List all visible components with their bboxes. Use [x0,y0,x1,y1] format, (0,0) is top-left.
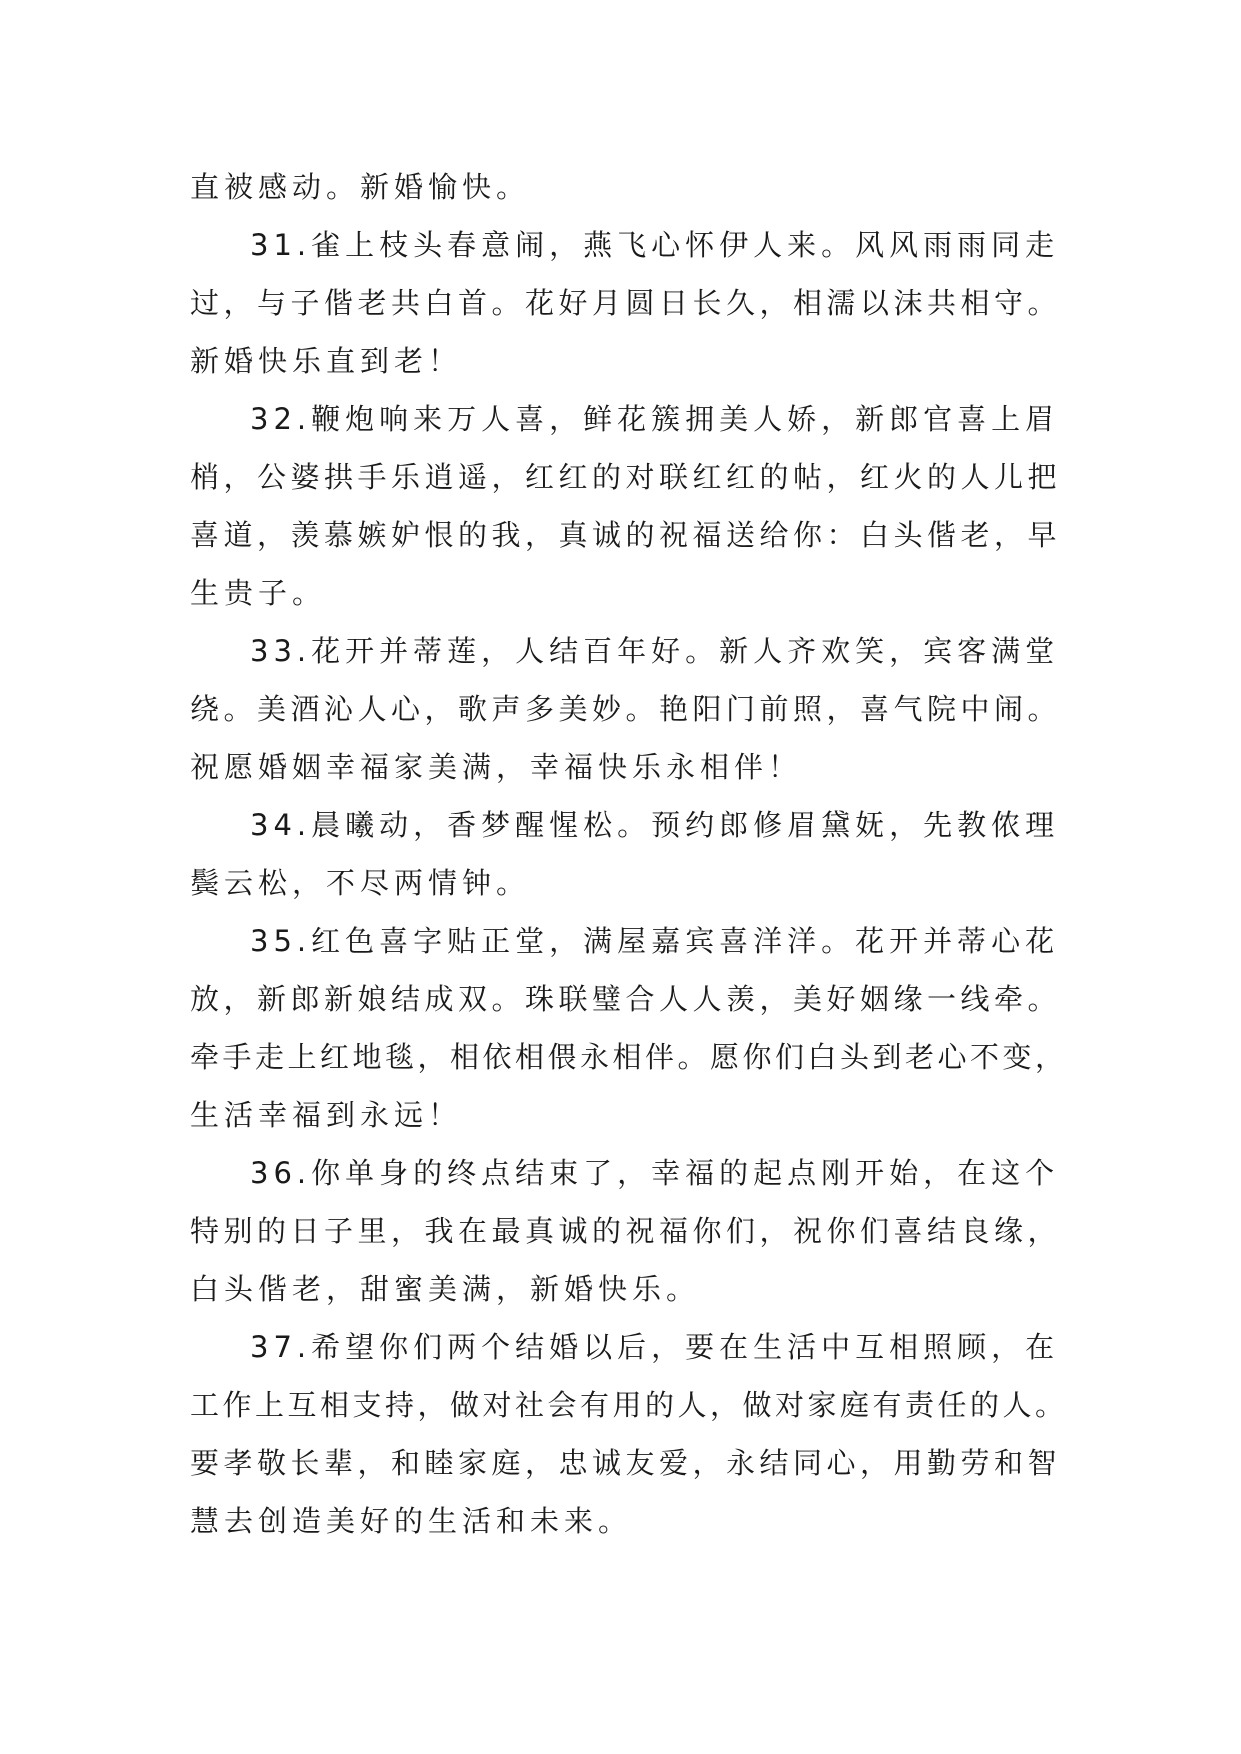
text-line: 新婚快乐直到老！ [190,344,463,378]
text-line: 过，与子偕老共白首。花好月圆日长久，相濡以沫共相守。 [190,286,1062,320]
text-line: 要孝敬长辈，和睦家庭，忠诚友爱，永结同心，用勤劳和智 [190,1446,1062,1480]
text-line: 工作上互相支持，做对社会有用的人，做对家庭有责任的人。 [190,1388,1068,1422]
paragraph-36-line: 36.你单身的终点结束了，幸福的起点刚开始，在这个 [250,1156,1060,1190]
paragraph-32-line: 32.鞭炮响来万人喜，鲜花簇拥美人娇，新郎官喜上眉 [250,402,1060,436]
text-line: 慧去创造美好的生活和未来。 [190,1504,633,1538]
paragraph-33-line: 33.花开并蒂莲，人结百年好。新人齐欢笑，宾客满堂 [250,634,1060,668]
text-line: 喜道，羡慕嫉妒恨的我，真诚的祝福送给你：白头偕老，早 [190,518,1062,552]
text-line: 特别的日子里，我在最真诚的祝福你们，祝你们喜结良缘， [190,1214,1062,1248]
paragraph-31-line: 31.雀上枝头春意闹，燕飞心怀伊人来。风风雨雨同走 [250,228,1060,262]
paragraph-37-line: 37.希望你们两个结婚以后，要在生活中互相照顾，在 [250,1330,1060,1364]
document-body [190,158,1070,1550]
text-line: 白头偕老，甜蜜美满，新婚快乐。 [190,1272,701,1306]
paragraph-35-line: 35.红色喜字贴正堂，满屋嘉宾喜洋洋。花开并蒂心花 [250,924,1060,958]
text-line: 直被感动。新婚愉快。 [190,170,531,204]
text-line: 祝愿婚姻幸福家美满，幸福快乐永相伴！ [190,750,803,784]
text-line: 牵手走上红地毯，相依相偎永相伴。愿你们白头到老心不变， [190,1040,1068,1074]
paragraph-34-line: 34.晨曦动，香梦醒惺松。预约郎修眉黛妩，先教侬理 [250,808,1060,842]
text-line: 放，新郎新娘结成双。珠联璧合人人羡，美好姻缘一线牵。 [190,982,1062,1016]
text-line: 绕。美酒沁人心，歌声多美妙。艳阳门前照，喜气院中闹。 [190,692,1062,726]
text-line: 生活幸福到永远！ [190,1098,463,1132]
text-line: 生贵子。 [190,576,327,610]
text-line: 鬓云松，不尽两情钟。 [190,866,531,900]
text-line: 梢，公婆拱手乐逍遥，红红的对联红红的帖，红火的人儿把 [190,460,1062,494]
